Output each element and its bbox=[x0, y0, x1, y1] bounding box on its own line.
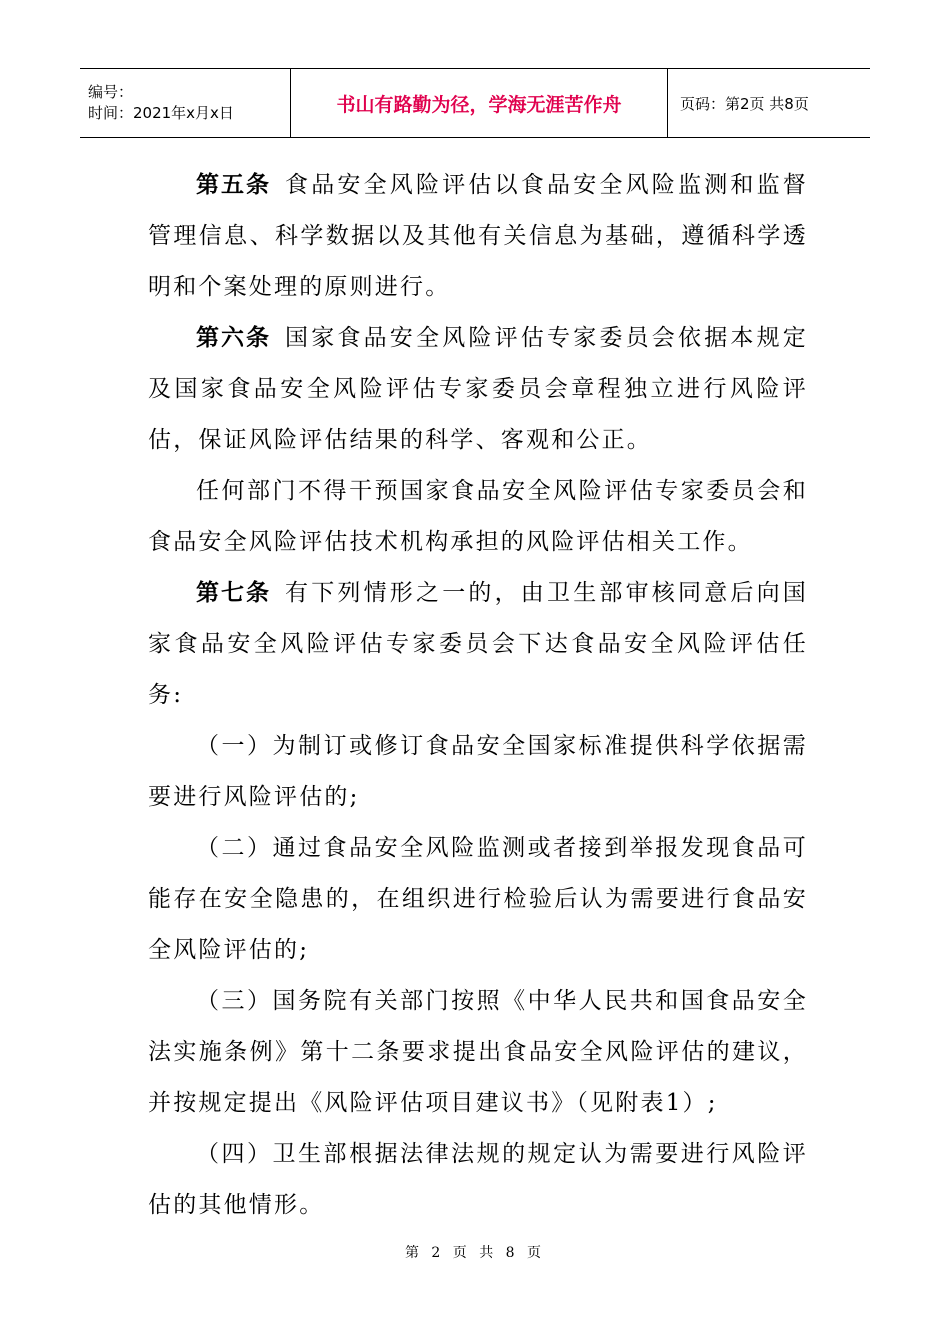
list-item-4 bbox=[148, 1129, 808, 1231]
page-code-text: 页码：第2页 共8页 bbox=[680, 94, 809, 113]
paragraph-text: （三）国务院有关部门按照《中华人民共和国食品安全法实施条例》第十二条要求提出食品安全风险评估的建议，并按规定提出《风险评估项目建议书》（见附表1）; bbox=[148, 988, 808, 1116]
footer-page-number: 第 2 页 共 8 页 bbox=[404, 1245, 546, 1261]
motto-text: 书山有路勤为径，学海无涯苦作舟 bbox=[336, 93, 622, 116]
document-body bbox=[148, 160, 808, 1231]
article-heading: 第七条 bbox=[196, 580, 271, 606]
header-page-code bbox=[668, 69, 870, 137]
article-heading: 第五条 bbox=[196, 172, 271, 198]
paragraph-text: 有下列情形之一的，由卫生部审核同意后向国家食品安全风险评估专家委员会下达食品安全风险评估任务: bbox=[148, 580, 808, 708]
header-meta bbox=[80, 69, 291, 137]
paragraph-text: 任何部门不得干预国家食品安全风险评估专家委员会和食品安全风险评估技术机构承担的风险评估相关工作。 bbox=[148, 478, 808, 555]
paragraph-article-5 bbox=[148, 160, 808, 313]
paragraph-text: 食品安全风险评估以食品安全风险监测和监督管理信息、科学数据以及其他有关信息为基础，遵循科学透明和个案处理的原则进行。 bbox=[148, 172, 808, 300]
paragraph-text: （一）为制订或修订食品安全国家标准提供科学依据需要进行风险评估的; bbox=[148, 733, 808, 810]
list-item-1 bbox=[148, 721, 808, 823]
page-header bbox=[80, 68, 870, 138]
article-heading: 第六条 bbox=[196, 325, 271, 351]
paragraph-article-6 bbox=[148, 313, 808, 466]
list-item-2 bbox=[148, 823, 808, 976]
header-motto bbox=[291, 69, 668, 137]
list-item-3 bbox=[148, 976, 808, 1129]
paragraph-article-7 bbox=[148, 568, 808, 721]
page-footer bbox=[0, 1242, 950, 1262]
paragraph-text: （二）通过食品安全风险监测或者接到举报发现食品可能存在安全隐患的，在组织进行检验后认为需要进行食品安全风险评估的; bbox=[148, 835, 808, 963]
document-number-label: 编号： bbox=[88, 83, 134, 101]
paragraph-text: 国家食品安全风险评估专家委员会依据本规定及国家食品安全风险评估专家委员会章程独立进行风险评估，保证风险评估结果的科学、客观和公正。 bbox=[148, 325, 808, 453]
document-time-label: 时间：2021年x月x日 bbox=[88, 104, 234, 122]
paragraph-text: （四）卫生部根据法律法规的规定认为需要进行风险评估的其他情形。 bbox=[148, 1141, 808, 1218]
paragraph-article-6-cont bbox=[148, 466, 808, 568]
